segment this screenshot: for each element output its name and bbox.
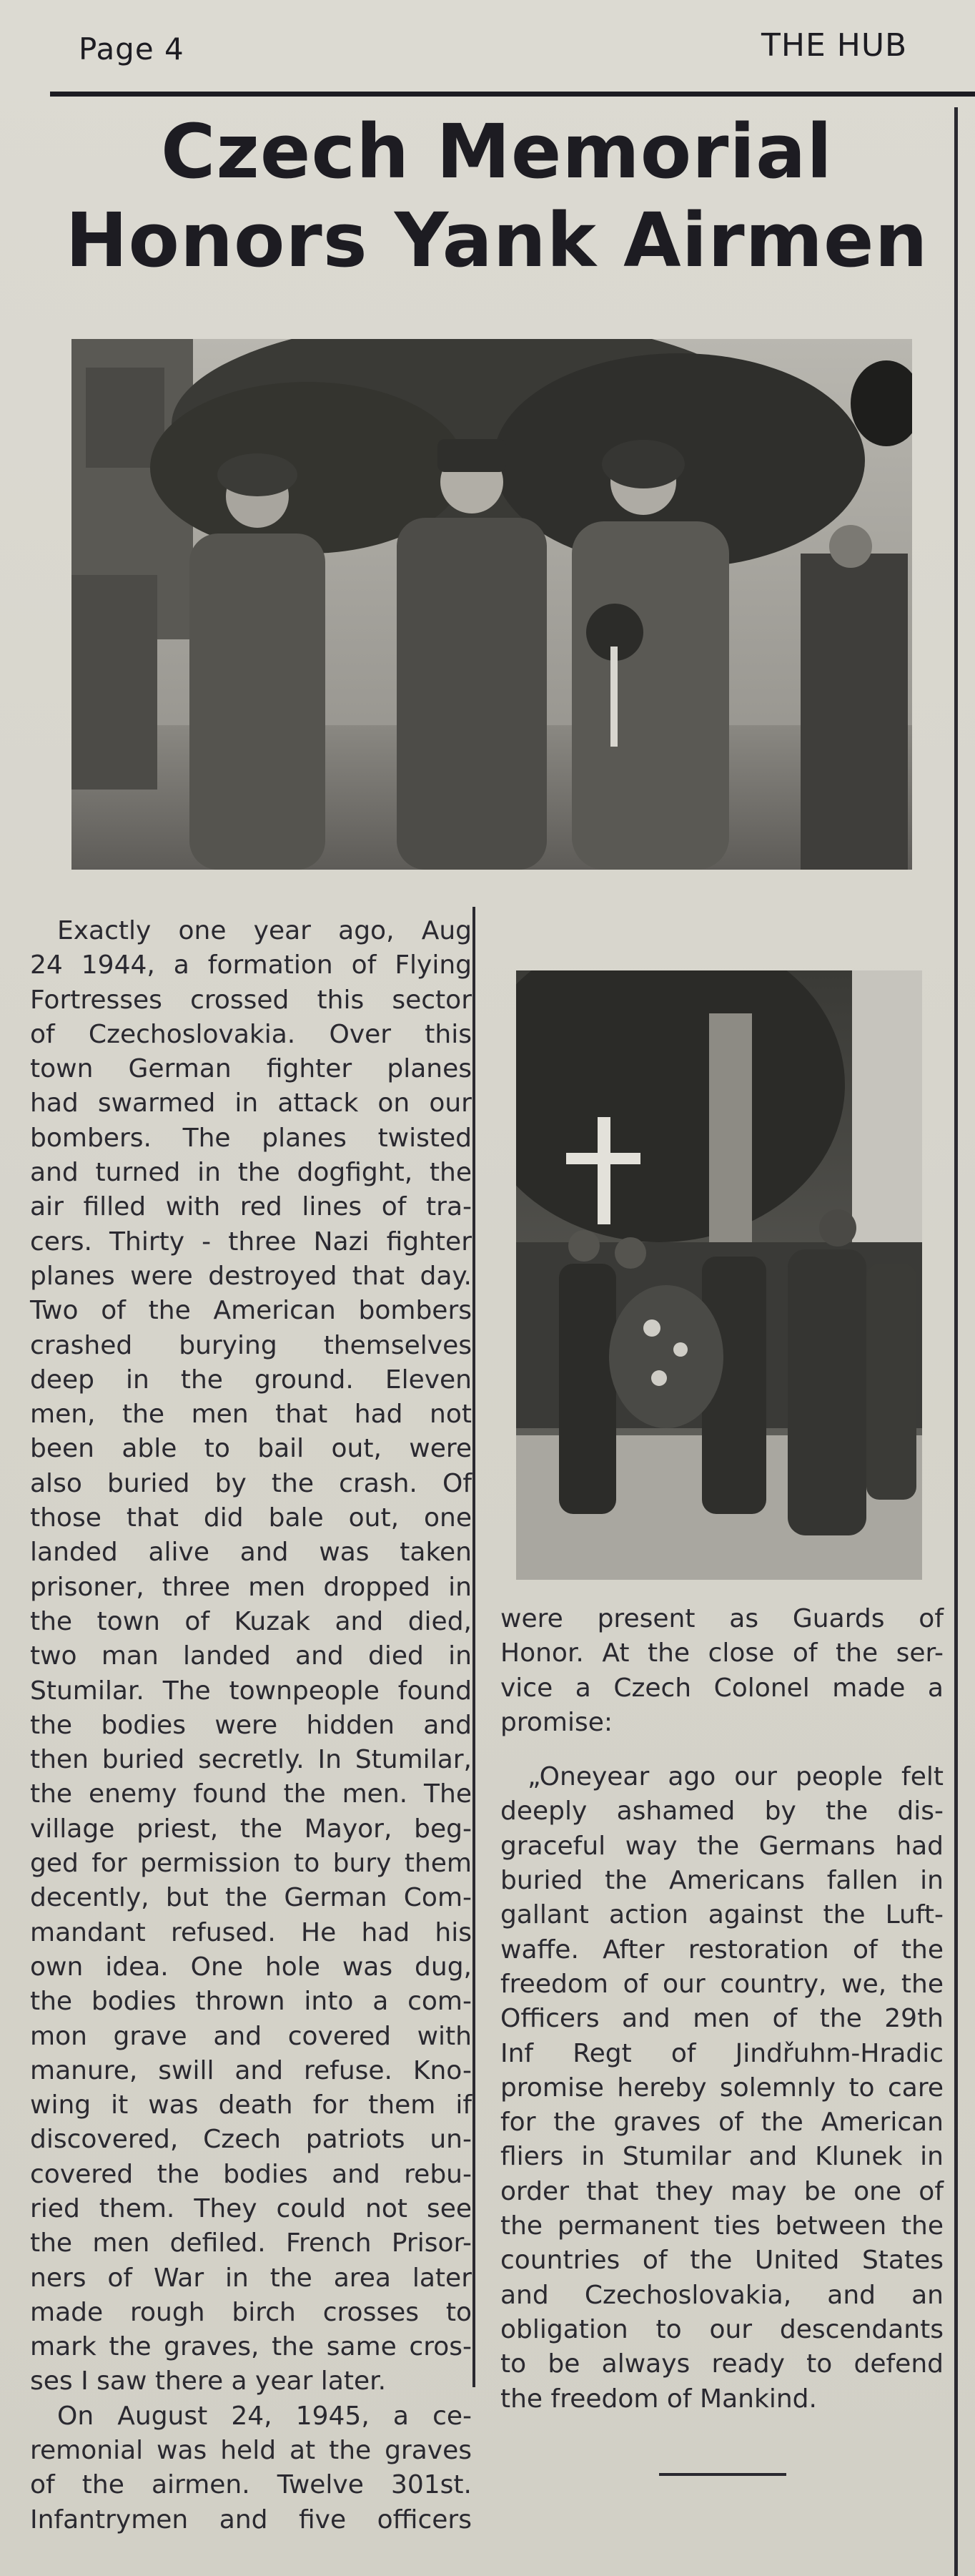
text-line: to be always ready to defend bbox=[500, 2349, 944, 2379]
text-line: mandant refused. He had his bbox=[30, 1917, 472, 1947]
colonel-quote bbox=[500, 1760, 944, 2417]
text-line: the men defiled. French Prisor- bbox=[30, 2228, 472, 2258]
paragraph-gap bbox=[500, 1740, 944, 1760]
text-line: ses I saw there a year later. bbox=[30, 2366, 387, 2396]
text-line: had swarmed in attack on our bbox=[30, 1088, 472, 1119]
text-line: vice a Czech Colonel made a bbox=[500, 1673, 944, 1703]
text-line: Infantrymen and five officers bbox=[30, 2504, 472, 2535]
text-line: ged for permission to bury them bbox=[30, 1849, 472, 1879]
text-line: ners of War in the area later bbox=[30, 2263, 472, 2293]
text-line: buried the Americans fallen in bbox=[500, 1866, 944, 1896]
text-line: the town of Kuzak and died, bbox=[30, 1606, 472, 1636]
text-line: the bodies thrown into a com- bbox=[30, 1987, 472, 2017]
article-column-2 bbox=[500, 1602, 944, 2417]
paragraph-1 bbox=[30, 914, 472, 2399]
text-line: also buried by the crash. Of bbox=[30, 1468, 472, 1498]
text-line: wing it was death for them if bbox=[30, 2090, 472, 2120]
text-line: Officers and men of the 29th bbox=[500, 2004, 944, 2034]
text-line: air filled with red lines of tra- bbox=[30, 1192, 472, 1222]
text-line: crashed burying themselves bbox=[30, 1330, 472, 1360]
text-line: those that did bale out, one bbox=[30, 1503, 472, 1533]
article-end-rule bbox=[659, 2473, 786, 2476]
text-line: Fortresses crossed this sector bbox=[30, 985, 472, 1015]
text-line: own idea. One hole was dug, bbox=[30, 1952, 472, 1982]
text-line: the permanent ties between the bbox=[500, 2211, 944, 2241]
text-line: order that they may be one of bbox=[500, 2176, 944, 2206]
paragraph-continued bbox=[500, 1602, 944, 1740]
text-line: freedom of our country, we, the bbox=[500, 1969, 944, 1999]
text-line: and turned in the dogfight, the bbox=[30, 1158, 472, 1188]
text-line: On August 24, 1945, a ce- bbox=[57, 2401, 472, 2431]
text-line: „Oneyear ago our people felt bbox=[528, 1762, 944, 1792]
text-line: two man landed and died in bbox=[30, 1641, 472, 1671]
text-line: men, the men that had not bbox=[30, 1400, 472, 1430]
header-rule bbox=[50, 92, 975, 97]
text-line: decently, but the German Com- bbox=[30, 1883, 472, 1913]
page-header bbox=[0, 27, 975, 70]
text-line: discovered, Czech patriots un- bbox=[30, 2125, 472, 2155]
text-line: for the graves of the American bbox=[500, 2108, 944, 2138]
text-line: deeply ashamed by the dis- bbox=[500, 1796, 944, 1827]
column-divider bbox=[472, 907, 475, 2387]
headline-line-1: Czech Memorial bbox=[161, 108, 833, 195]
text-line: prisoner, three men dropped in bbox=[30, 1572, 472, 1602]
photo-officers-with-flowers bbox=[71, 339, 912, 870]
text-line: of the airmen. Twelve 301st. bbox=[30, 2470, 472, 2500]
text-line: Honor. At the close of the ser- bbox=[500, 1638, 944, 1668]
text-line: promise: bbox=[500, 1707, 613, 1737]
photo-ceremony-at-cross bbox=[516, 970, 922, 1580]
text-line: deep in the ground. Eleven bbox=[30, 1365, 472, 1395]
text-line: made rough birch crosses to bbox=[30, 2297, 472, 2327]
text-line: mon grave and covered with bbox=[30, 2021, 472, 2051]
text-line: Two of the American bombers bbox=[30, 1296, 472, 1326]
text-line: mark the graves, the same cros- bbox=[30, 2332, 472, 2362]
publication-name: THE HUB bbox=[761, 27, 908, 64]
text-line: fliers in Stumilar and Klunek in bbox=[500, 2142, 944, 2172]
text-line: 24 1944, a formation of Flying bbox=[30, 950, 472, 980]
text-line: gallant action against the Luft- bbox=[500, 1900, 944, 1930]
text-line: town German fighter planes bbox=[30, 1054, 472, 1084]
text-line: cers. Thirty - three Nazi fighter bbox=[30, 1226, 472, 1257]
text-line: been able to bail out, were bbox=[30, 1434, 472, 1464]
text-line: of Czechoslovakia. Over this bbox=[30, 1019, 472, 1049]
text-line: the enemy found the men. The bbox=[30, 1779, 472, 1809]
text-line: covered the bodies and rebu- bbox=[30, 2159, 472, 2189]
text-line: countries of the United States bbox=[500, 2246, 944, 2276]
article-column-1 bbox=[30, 914, 472, 2537]
text-line: manure, swill and refuse. Kno- bbox=[30, 2055, 472, 2085]
text-line: graceful way the Germans had bbox=[500, 1831, 944, 1861]
text-line: then buried secretly. In Stumilar, bbox=[30, 1745, 472, 1775]
text-line: waffe. After restoration of the bbox=[500, 1935, 944, 1965]
text-line: were present as Guards of bbox=[500, 1604, 944, 1633]
article-headline bbox=[43, 107, 951, 285]
paragraph-2 bbox=[30, 2399, 472, 2537]
text-line: Inf Regt of Jindřuhm-Hradic bbox=[500, 2038, 944, 2068]
text-line: promise hereby solemnly to care bbox=[500, 2073, 944, 2103]
text-line: the bodies were hidden and bbox=[30, 1710, 472, 1740]
text-line: and Czechoslovakia, and an bbox=[500, 2280, 944, 2310]
text-line: obligation to our descendants bbox=[500, 2314, 944, 2344]
text-line: Exactly one year ago, Aug bbox=[57, 916, 472, 945]
text-line: bombers. The planes twisted bbox=[30, 1123, 472, 1153]
page-number: Page 4 bbox=[79, 31, 184, 67]
text-line: landed alive and was taken bbox=[30, 1538, 472, 1568]
text-line: the freedom of Mankind. bbox=[500, 2384, 817, 2414]
text-line: remonial was held at the graves bbox=[30, 2436, 472, 2466]
text-line: ried them. They could not see bbox=[30, 2193, 472, 2223]
text-line: planes were destroyed that day. bbox=[30, 1261, 472, 1291]
right-column-rule bbox=[954, 107, 958, 2576]
text-line: Stumilar. The townpeople found bbox=[30, 1676, 472, 1706]
headline-line-2: Honors Yank Airmen bbox=[65, 197, 929, 284]
text-line: village priest, the Mayor, beg- bbox=[30, 1814, 472, 1844]
